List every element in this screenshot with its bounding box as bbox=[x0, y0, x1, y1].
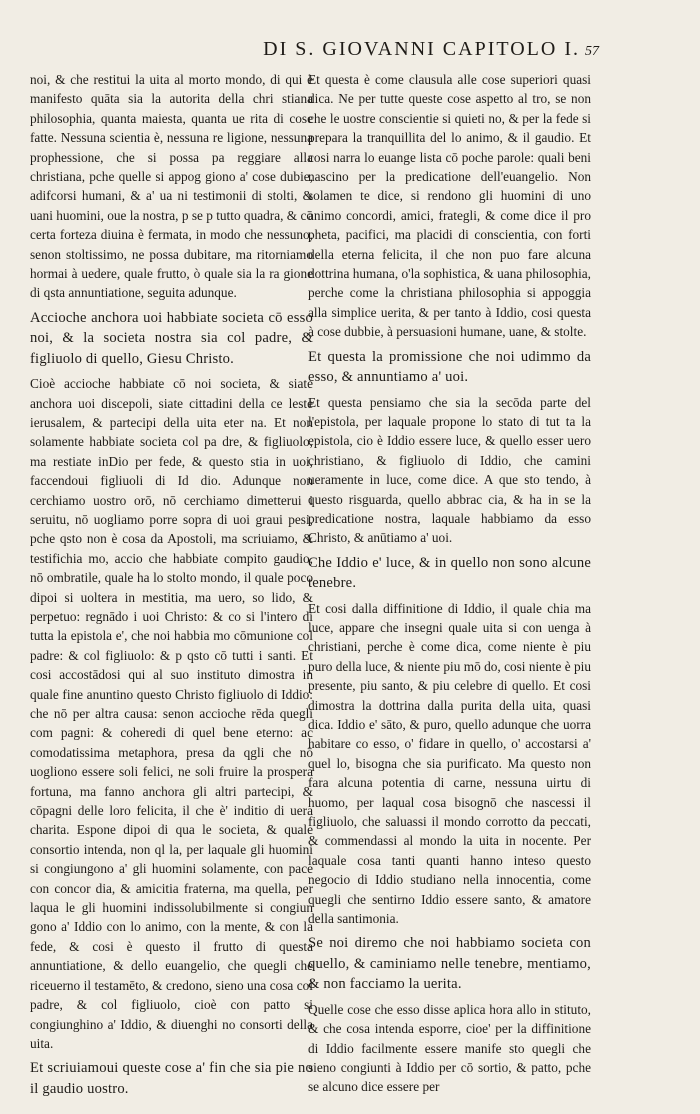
commentary-paragraph: Quelle cose che esso disse aplica hora allo in stituto, & che cosa intenda esporre, cioe' per la diffinitione di Iddio facilmente essere manife sto quegli che sieno congiunti à Iddio per cō sortio, & patto, pche se alcuno dice essere per bbox=[308, 1001, 591, 1095]
commentary-paragraph: Et questa pensiamo che sia la secōda parte del l'epistola, per laquale propone lo stato di tut ta la epistola, cio è Iddio essere luce, & quello esser uero christiano, & figliuolo di Iddio, che camini ueramente in luce, come dice. A que sto tendo, à questo risguarda, quello abbrac cia, & ha in se la predicatione nostra, laquale habbiamo da esso Christo, & anūtiamo a' uoi. bbox=[308, 394, 591, 546]
commentary-paragraph: Cioè accioche habbiate cō noi societa, & siate anchora uoi discepoli, siate cittadini della ce leste ierusalem, & partecipi della uita eter na. Et non solamente habbiate societa col pa dre, & figliuolo, ma restiate inDio per fede, & questo stia in uoi, faccendoui figliuoli di Id dio. Adunque non cerchiamo uostro orō, nō cerchiamo dimetterui i seruitu, nō uogliamo porre sopra di uoi graui pesi, pche qsto non è cosa da Apostoli, ma scriuiamo, & testifichia mo, accio che habbiate compito gaudio, nō ombratile, quale ha lo stolto mondo, il quale poco dipoi si uoltera in mestitia, ma uero, so lido, & perpetuo: regnādo i uoi Christo: & co si l'intero di tutta la epistola e', che noi habbia mo cōmunione col padre: & col figliuolo: & p qsto cō tutti i santi. Et cosi accostādosi qui al suo instituto dimostra in quale fine anuntino questo Christo figliuolo di Iddio: che nō per altra causa: senon accioche rēda quegli com pagni: & coheredi di quel bene eterno: ac comodatissima metaphora, presa da qgli che nō uogliono essere soli felici, ne soli fruire la prospera fortuna, ma fanno anchora gli altri partecipi, & cōpagni delle loro felicita, il che è' inditio di uera charita. Espone dipoi di qua le societa, & quale consortio intenda, non ql la, per laquale gli huomini si congiungono a' gli huomini solamente, con pace con concor dia, & amicitia fraterna, ma quella, per laqua le gli huomini indissolubilmente si congiun gono a' Iddio con lo animo, con la mente, & con la fede, & cosi è questo il frutto di questa annuntiatione, & dello euangelio, che quegli che riceuerno il testamēto, & credono, sieno una cosa col padre, & col figliuolo, cioè con patto si congiunghino a' Iddio, & diuenghi no consorti della uita. bbox=[30, 376, 313, 1051]
scripture-verse: Accioche anchora uoi habbiate societa cō esso noi, & la societa nostra sia col padre, & figliuolo di quello, Giesu Christo. bbox=[30, 309, 313, 367]
commentary-paragraph: Et cosi dalla diffinitione di Iddio, il quale chia ma luce, appare che insegni quale uita si con uenga à christiani, perche è come dica, come niente è piu puro della luce, & niente piu mō do, cosi niente è piu presente, piu santo, & piu celebre di quello. Et cosi dimostra la dottrina dalla purita della uita, quasi dica. Iddio e' sāto, & puro, quello adunque che uorra habitare co esso, o' fidare in quello, o' accostarsi a' quel lo, bisogna che sia purificato. Ma questo non fara alcuna potentia di carne, nessuna uirtu di huomo, per laqual cosa bisognō che nascessi il figliuolo, che saluassi il mondo corrotto da peccati, & commendassi al mondo la uita in nocente. Per laquale cosa tanti quanti hanno inteso questo negocio di Iddio studiano nella innocentia, come quegli che sentirno Iddio essere santo, & amatore della santimonia. bbox=[308, 600, 591, 927]
commentary-paragraph: Et questa è come clausula alle cose superiori quasi dica. Ne per tutte queste cose aspetto al tro, se non che le uostre conscientie si quieti no, & per la fede si prepara la tranquillita del lo animo, & il gaudio. Et cosi narra lo euange lista cō poche parole: quali beni nascino per la predicatione dell'euangelio. Non solamen te dice, si rendono gli huomini di uno animo concordi, amici, frategli, & come dice il pro pheta, pacifici, ma placidi di conscientia, con forti della eterna felicita, il che non puo fare alcuna dottrina humana, o'la sophistica, & uana philosophia, perche come la christiana philosophia si appoggia alla simplice uerita, & per tanto à Iddio, cosi questa à cose dubbie, à persuasioni humane, uane, & stolte. bbox=[308, 72, 591, 340]
commentary-paragraph: noi, & che restitui la uita al morto mondo, di qui è manifesto quāta sia la autorita della chri stiana philosophia, quanta maiesta, quanta ue rita di cose fatte. Nessuna scientia è, nessuna re ligione, nessuna prophessione, che si possa pa reggiare alla christiana, pche quelle si appog giono a' cose dubie, adifcorsi humani, & a' ua ni testimonii di stolti, & uani huomini, oue la nostra, p se p tutto quadra, & cō certa forteza diuina è fermata, in modo che nessuno, senon stoltissimo, ne possa dubitare, ma ritorniamo hormai à uedere, quale frutto, ò quale sia la ra gione di qsta annuntiatione, seguita adunque. bbox=[30, 72, 313, 301]
left-column bbox=[30, 70, 313, 1104]
scripture-verse: Se noi diremo che noi habbiamo societa con quello, & caminiamo nelle tenebre, mentiamo, & non facciamo la uerita. bbox=[308, 935, 591, 993]
scripture-verse: Et scriuiamoui queste cose a' fin che sia pie no il gaudio uostro. bbox=[30, 1060, 313, 1097]
page-number: 57 bbox=[585, 44, 599, 59]
scripture-verse: Che Iddio e' luce, & in quello non sono alcune tenebre. bbox=[308, 554, 591, 592]
right-column bbox=[308, 70, 591, 1102]
running-head: DI S. GIOVANNI CAPITOLO I. bbox=[263, 38, 580, 60]
scripture-verse: Et questa la promissione che noi udimmo da esso, & annuntiamo a' uoi. bbox=[308, 348, 591, 386]
